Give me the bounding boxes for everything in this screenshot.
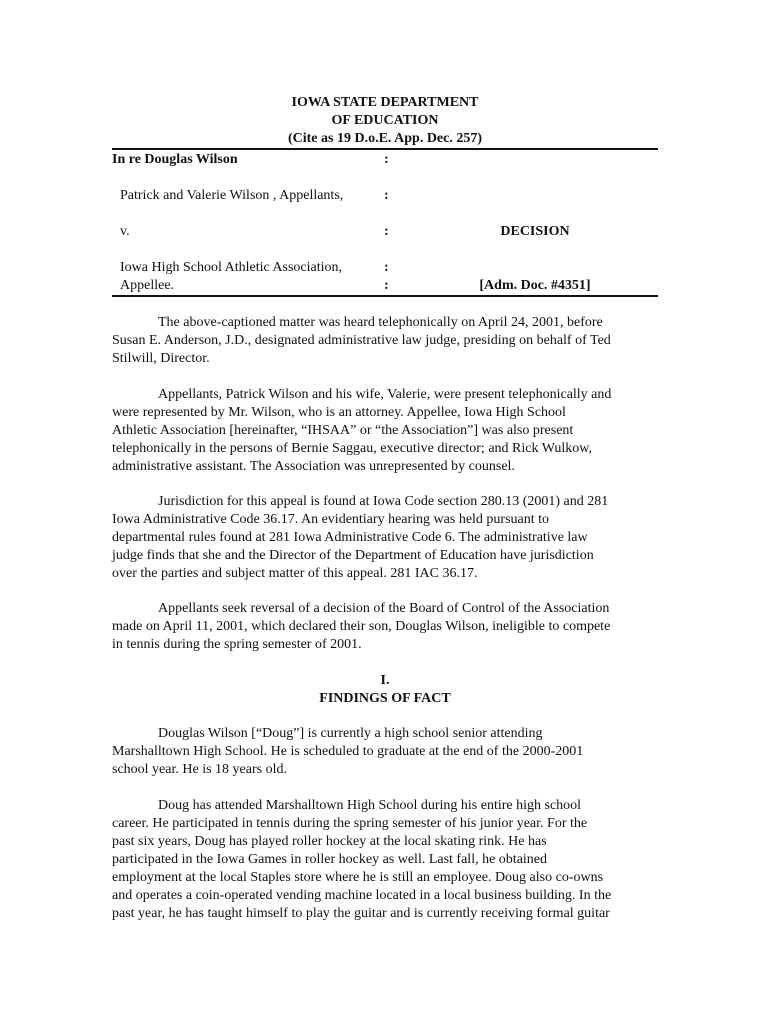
paragraph-line: made on April 11, 2001, which declared their son, Douglas Wilson, ineligible to compete <box>112 619 611 634</box>
caption-row-appellee-1 <box>112 259 658 277</box>
paragraph-line: past six years, Doug has played roller hockey at the local skating rink. He has <box>112 834 547 849</box>
paragraph-line: departmental rules found at 281 Iowa Administrative Code 6. The administrative law <box>112 530 588 545</box>
citation: (Cite as 19 D.o.E. App. Dec. 257) <box>287 131 483 146</box>
paragraph-hearing <box>112 314 658 368</box>
paragraph-line: Athletic Association [hereinafter, “IHSAA” or “the Association”] was also present <box>112 423 574 438</box>
appellee-label: Appellee. <box>120 278 175 293</box>
paragraph-line: Susan E. Anderson, J.D., designated administrative law judge, presiding on behalf of Ted <box>112 333 611 348</box>
decision-label: DECISION <box>500 224 570 239</box>
paragraph-line: Marshalltown High School. He is scheduled to graduate at the end of the 2000-2001 <box>112 744 584 759</box>
paragraph-line: Appellants seek reversal of a decision of the Board of Control of the Association <box>158 601 610 616</box>
paragraph-line: Doug has attended Marshalltown High School during his entire high school <box>158 798 582 813</box>
paragraph-relief-sought <box>112 600 658 654</box>
paragraph-line: Douglas Wilson [“Doug”] is currently a high school senior attending <box>158 726 543 741</box>
paragraph-line: Jurisdiction for this appeal is found at Iowa Code section 280.13 (2001) and 281 <box>158 494 609 509</box>
caption-colon: : <box>384 278 389 293</box>
caption-colon: : <box>384 152 389 167</box>
paragraph-parties <box>112 386 658 476</box>
paragraph-line: administrative assistant. The Association was unrepresented by counsel. <box>112 459 515 474</box>
caption-row-appellants <box>112 187 658 205</box>
header-rule <box>112 148 658 150</box>
caption-colon: : <box>384 224 389 239</box>
caption-rule <box>112 295 658 297</box>
finding-paragraph-1 <box>112 725 658 779</box>
paragraph-line: Iowa Administrative Code 36.17. An evidentiary hearing was held pursuant to <box>112 512 550 527</box>
caption-colon: : <box>384 188 389 203</box>
section-number: I. <box>380 673 390 688</box>
paragraph-line: judge finds that she and the Director of the Department of Education have jurisdiction <box>112 548 594 563</box>
paragraph-line: Stilwill, Director. <box>112 351 210 366</box>
paragraph-line: The above-captioned matter was heard telephonically on April 24, 2001, before <box>158 315 603 330</box>
document-number: [Adm. Doc. #4351] <box>479 278 591 293</box>
paragraph-line: career. He participated in tennis during the spring semester of his junior year. For the <box>112 816 588 831</box>
versus-label: v. <box>120 224 130 239</box>
agency-name-line-1: IOWA STATE DEPARTMENT <box>291 95 479 110</box>
paragraph-line: and operates a coin-operated vending machine located in a local business building. In the <box>112 888 612 903</box>
finding-paragraph-2 <box>112 797 658 923</box>
agency-name-line-2: OF EDUCATION <box>331 113 439 128</box>
caption-colon: : <box>384 260 389 275</box>
section-heading <box>112 672 658 708</box>
document-header <box>112 94 658 148</box>
caption-row-appellee-2 <box>112 277 658 295</box>
in-re-label: In re Douglas Wilson <box>112 152 238 167</box>
paragraph-line: employment at the local Staples store where he is still an employee. Doug also co-owns <box>112 870 604 885</box>
appellee-name: Iowa High School Athletic Association, <box>120 260 343 275</box>
paragraph-jurisdiction <box>112 493 658 583</box>
caption-row-versus <box>112 223 658 241</box>
section-title: FINDINGS OF FACT <box>319 691 451 706</box>
paragraph-line: participated in the Iowa Games in roller hockey as well. Last fall, he obtained <box>112 852 548 867</box>
paragraph-line: school year. He is 18 years old. <box>112 762 287 777</box>
paragraph-line: telephonically in the persons of Bernie Saggau, executive director; and Rick Wulkow, <box>112 441 592 456</box>
paragraph-line: in tennis during the spring semester of 2001. <box>112 637 362 652</box>
paragraph-line: over the parties and subject matter of this appeal. 281 IAC 36.17. <box>112 566 478 581</box>
paragraph-line: past year, he has taught himself to play the guitar and is currently receiving formal guitar <box>112 906 610 921</box>
appellants-name: Patrick and Valerie Wilson , Appellants, <box>120 188 344 203</box>
caption-row-in-re <box>112 151 658 169</box>
paragraph-line: Appellants, Patrick Wilson and his wife, Valerie, were present telephonically and <box>158 387 612 402</box>
paragraph-line: were represented by Mr. Wilson, who is an attorney. Appellee, Iowa High School <box>112 405 566 420</box>
